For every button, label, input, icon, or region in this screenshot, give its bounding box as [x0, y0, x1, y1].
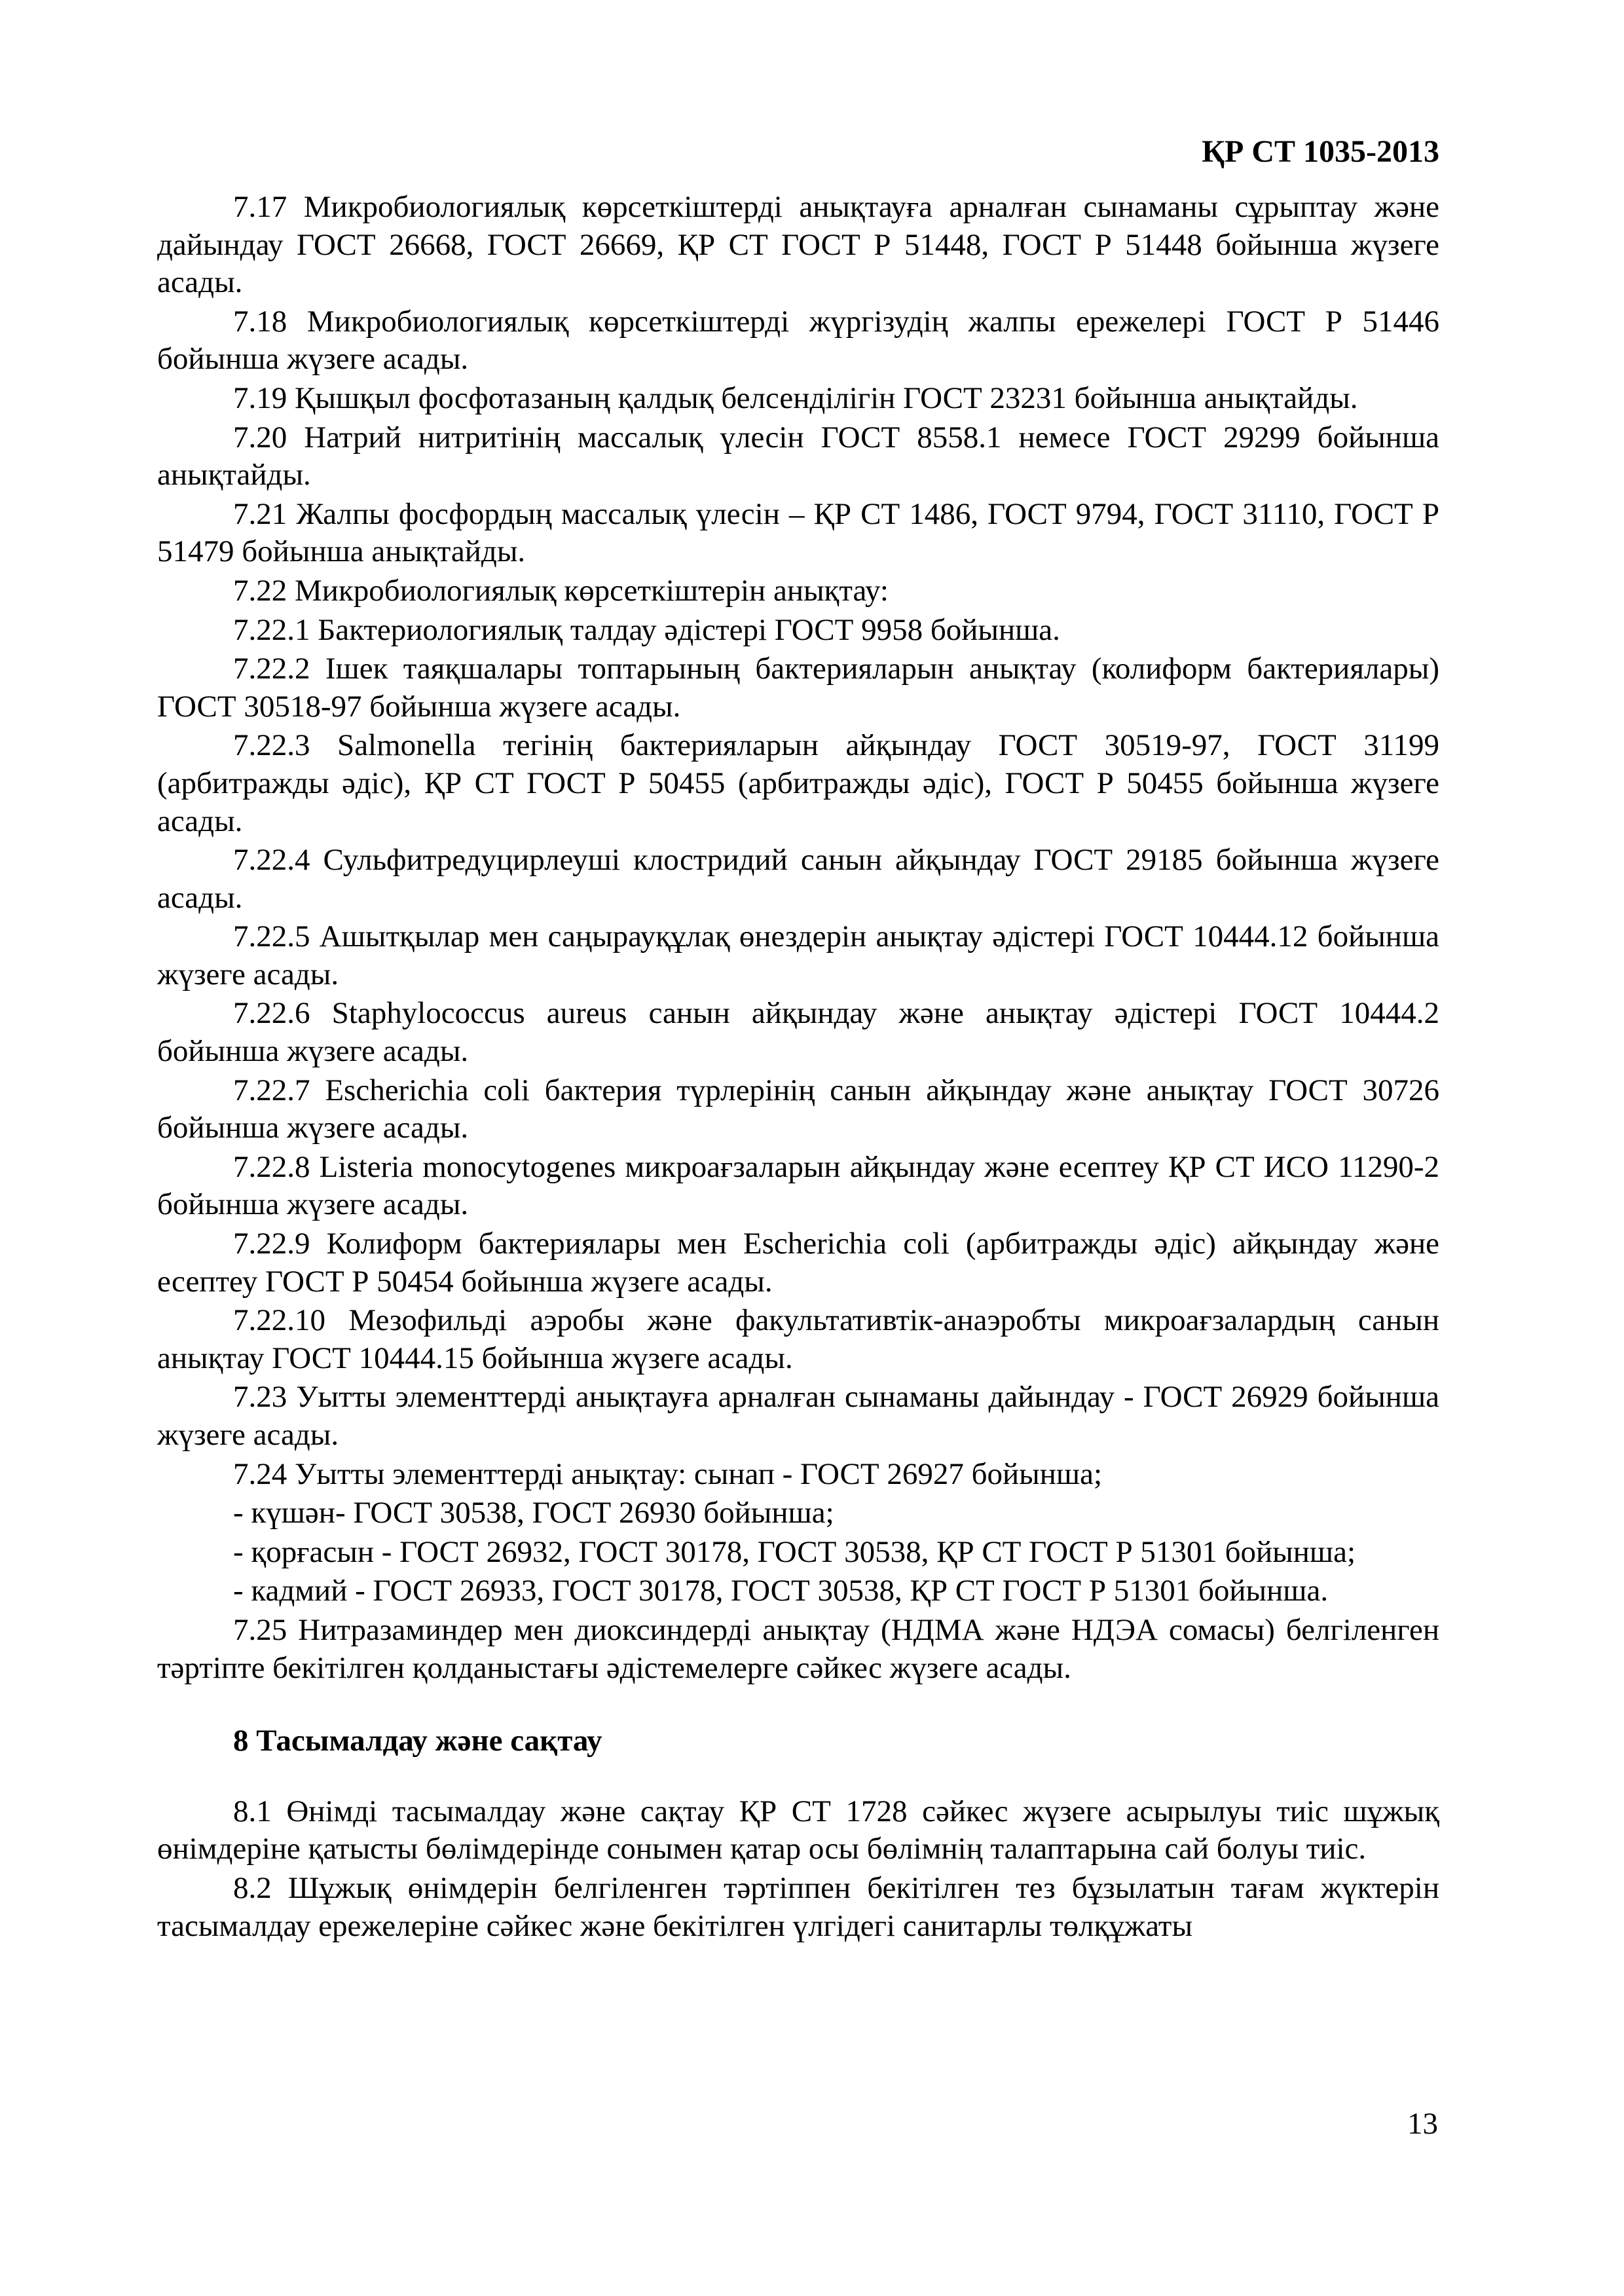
paragraph-7-22-7: 7.22.7 Escherichia coli бактерия түрлерінің санын айқындау және анықтау ГОСТ 30726 бойынша жүзеге асады. [157, 1073, 1439, 1145]
paragraph-7-22-5: 7.22.5 Ашытқылар мен саңырауқұлақ өнездерін анықтау әдістері ГОСТ 10444.12 бойынша жүзеге асады. [157, 919, 1439, 991]
list-item-cadmium: - кадмий - ГОСТ 26933, ГОСТ 30178, ГОСТ 30538, ҚР СТ ГОСТ Р 51301 бойынша. [233, 1574, 1329, 1608]
paragraph-7-22-3: 7.22.3 Salmonella тегінің бактерияларын айқындау ГОСТ 30519-97, ГОСТ 31199 (арбитражды әдіс), ҚР СТ ГОСТ Р 50455 (арбитражды әдіс), ГОСТ Р 50455 бойынша жүзеге асады. [157, 728, 1439, 838]
paragraph-7-23: 7.23 Уытты элементтерді анықтауға арналған сынаманы дайындау - ГОСТ 26929 бойынша жүзеге асады. [157, 1380, 1439, 1452]
paragraph-7-24: 7.24 Уытты элементтерді анықтау: сынап - ГОСТ 26927 бойынша; [233, 1456, 1103, 1491]
paragraph-7-20: 7.20 Натрий нитритінің массалық үлесін ГОСТ 8558.1 немесе ГОСТ 29299 бойынша анықтайды. [157, 420, 1439, 492]
paragraph-7-22-6: 7.22.6 Staphylococcus aureus санын айқындау және анықтау әдістері ГОСТ 10444.2 бойынша жүзеге асады. [157, 996, 1439, 1069]
paragraph-7-21: 7.21 Жалпы фосфордың массалық үлесін – ҚР СТ 1486, ГОСТ 9794, ГОСТ 31110, ГОСТ Р 51479 бойынша анықтайды. [157, 496, 1439, 569]
paragraph-7-22-9: 7.22.9 Колиформ бактериялары мен Escherichia coli (арбитражды әдіс) айқындау және есептеу ГОСТ Р 50454 бойынша жүзеге асады. [157, 1227, 1439, 1299]
list-item-lead: - қорғасын - ГОСТ 26932, ГОСТ 30178, ГОСТ 30538, ҚР СТ ГОСТ Р 51301 бойынша; [233, 1534, 1356, 1569]
paragraph-7-25: 7.25 Нитразаминдер мен диоксиндерді анықтау (НДМА және НДЭА сомасы) белгіленген тәртіпте бекітілген қолданыстағы әдістемелерге сәйкес жүзеге асады. [157, 1612, 1439, 1685]
paragraph-7-22-4: 7.22.4 Сульфитредуцирлеуші клостридий санын айқындау ГОСТ 29185 бойынша жүзеге асады. [157, 843, 1439, 915]
paragraph-7-22: 7.22 Микробиологиялық көрсеткіштерін анықтау: [233, 573, 889, 608]
paragraph-7-22-1: 7.22.1 Бактериологиялық талдау әдістері ГОСТ 9958 бойынша. [233, 612, 1060, 647]
paragraph-8-2: 8.2 Шұжық өнімдерін белгіленген тәртіппен бекітілген тез бұзылатын тағам жүктерін тасымалдау ережелеріне сәйкес және бекітілген үлгідегі санитарлы төлқұжаты [157, 1870, 1439, 1943]
paragraph-7-22-10: 7.22.10 Мезофильді аэробы және факультативтік-анаэробты микроағзалардың санын анықтау ГОСТ 10444.15 бойынша жүзеге асады. [157, 1303, 1439, 1375]
document-body [157, 189, 1439, 1946]
section-8-heading: 8 Тасымалдау және сақтау [233, 1724, 602, 1758]
paragraph-7-18: 7.18 Микробиологиялық көрсеткіштерді жүргізудің жалпы ережелері ГОСТ Р 51446 бойынша жүзеге асады. [157, 304, 1439, 377]
paragraph-7-19: 7.19 Қышқыл фосфотазаның қалдық белсенділігін ГОСТ 23231 бойынша анықтайды. [233, 380, 1358, 415]
document-code-header: ҚР СТ 1035-2013 [1202, 134, 1439, 169]
paragraph-7-17: 7.17 Микробиологиялық көрсеткіштерді анықтауға арналған сынаманы сұрыптау және дайындау ГОСТ 26668, ГОСТ 26669, ҚР СТ ГОСТ Р 51448, ГОСТ Р 51448 бойынша жүзеге асады. [157, 190, 1439, 300]
paragraph-7-22-2: 7.22.2 Ішек таяқшалары топтарының бактерияларын анықтау (колиформ бактериялары) ГОСТ 30518-97 бойынша жүзеге асады. [157, 652, 1439, 724]
paragraph-7-22-8: 7.22.8 Listeria monocytogenes микроағзаларын айқындау және есептеу ҚР СТ ИСО 11290-2 бойынша жүзеге асады. [157, 1149, 1439, 1222]
paragraph-8-1: 8.1 Өнімді тасымалдау және сақтау ҚР СТ 1728 сәйкес жүзеге асырылуы тиіс шұжық өнімдеріне қатысты бөлімдерінде сонымен қатар осы бөлімнің талаптарына сай болуы тиіс. [157, 1794, 1439, 1866]
page-number: 13 [1407, 2107, 1438, 2141]
list-item-arsenic: - күшән- ГОСТ 30538, ГОСТ 26930 бойынша; [233, 1496, 834, 1530]
